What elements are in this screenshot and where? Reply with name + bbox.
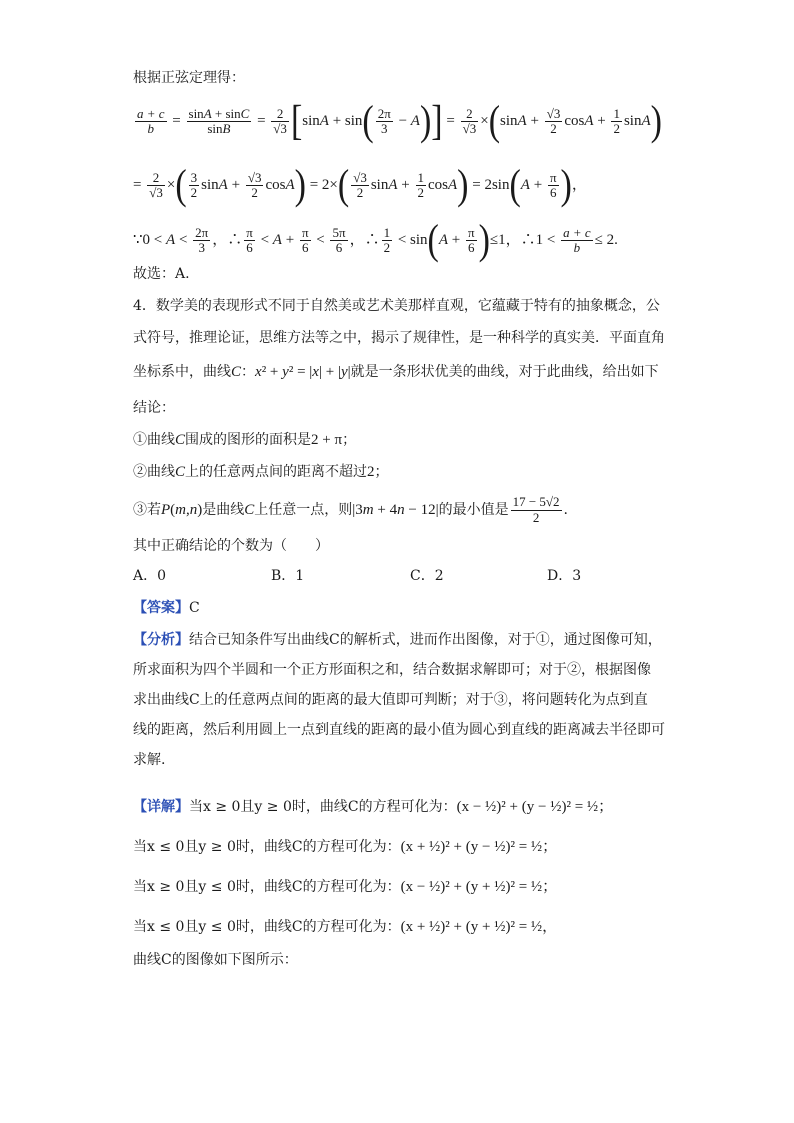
- conclusion-1: ①曲线C围成的图形的面积是2 + π；: [133, 432, 357, 448]
- detail-eq-2: (x + ½)² + (y − ½)² = ½；: [400, 839, 558, 855]
- choice-line: 故选：A.: [133, 266, 190, 282]
- problem-line-1: 4．数学美的表现形式不同于自然美或艺术美那样直观，它蕴藏于特有的抽象概念，公: [133, 298, 660, 314]
- answer-value: C: [189, 600, 200, 616]
- problem-line-3-b: 就是一条形状优美的曲线，对于此曲线，给出如下: [350, 364, 659, 380]
- conclusion-3-d: 的最小值是: [438, 502, 509, 518]
- analysis-line-4: 线的距离，然后利用圆上一点到直线的距离的最小值为圆心到直线的距离减去半径即可: [133, 722, 665, 738]
- detail-case-2-text: 当x ≤ 0且y ≥ 0时，曲线C的方程可化为：: [133, 839, 401, 855]
- detail-case-1-text: 当x ≥ 0且y ≥ 0时，曲线C的方程可化为：: [189, 799, 457, 815]
- conclusion-1-value: 2 + π: [311, 432, 343, 448]
- detail-eq-3: (x − ½)² + (y + ½)² = ½；: [400, 879, 558, 895]
- analysis-line-3: 求出曲线C上的任意两点间的距离的最大值即可判断；对于③，将问题转化为点到直: [133, 692, 648, 708]
- conclusion-2-a: ②曲线: [133, 464, 175, 480]
- equation-line-1: $\frac{a + c}{b}$ = $\frac{\sin A + \sin C}{\sin B}$ = $\frac{2}{√3}$ [sinA + sin( $\frac{2\pi}{3}$ − A)] = $\frac{2}{√3}$ ×(sinA + $\frac{√3}{2}$ cosA + $\frac{1}{2}$ sinA): [137, 97, 662, 145]
- problem-line-3-a: 坐标系中，曲线: [133, 364, 231, 380]
- equation-line-2: = $\frac{2}{√3}$ ×( $\frac{3}{2}$ sinA + $\frac{√3}{2}$ cosA) = 2×( $\frac{√3}{2}$ sinA + $\frac{1}{2}$ cosA) = 2sin(A + $\frac{\pi}{6}$ )，: [133, 161, 587, 209]
- conclusion-2-b: 上的任意两点间的距离不超过: [185, 464, 368, 480]
- question-ask: 其中正确结论的个数为（ ）: [133, 538, 329, 554]
- option-d: D．3: [547, 568, 582, 584]
- detail-case-4: [133, 910, 674, 944]
- problem-line-3: 坐标系中，曲线C：x² + y² = |x| + |y|就是一条形状优美的曲线，对于此曲线，给出如下: [133, 364, 659, 380]
- option-b: B．1: [271, 568, 305, 584]
- detail-case-4-text: 当x ≤ 0且y ≤ 0时，曲线C的方程可化为：: [133, 919, 401, 935]
- analysis-label: 【分析】: [133, 632, 189, 648]
- detail-eq-4: (x + ½)² + (y + ½)² = ½，: [400, 919, 558, 935]
- analysis-text-1: 结合已知条件写出曲线C的解析式，进而作出图像，对于①，通过图像可知，: [189, 632, 662, 648]
- conclusion-3-a: ③若: [133, 502, 161, 518]
- conclusion-1-a: ①曲线: [133, 432, 175, 448]
- conclusion-3-c: 上任意一点，则: [254, 502, 353, 518]
- analysis-line-2: 所求面积为四个半圆和一个正方形面积之和，结合数据求解即可；对于②，根据图像: [133, 662, 651, 678]
- equation-final: ≤ 2: [594, 232, 615, 248]
- conclusion-2-d: ；: [374, 464, 389, 480]
- detail-case-2: [133, 830, 674, 864]
- conclusion-1-d: ；: [342, 432, 357, 448]
- conclusion-1-b: 围成的图形的面积是: [185, 432, 312, 448]
- answer-label: 【答案】: [133, 600, 189, 616]
- detail-case-3-text: 当x ≥ 0且y ≤ 0时，曲线C的方程可化为：: [133, 879, 401, 895]
- conclusion-2: ②曲线C上的任意两点间的距离不超过2；: [133, 464, 389, 480]
- detail-eq-1: (x − ½)² + (y − ½)² = ½；: [456, 799, 614, 815]
- conclusion-3-b: 是曲线: [202, 502, 245, 518]
- answer-line: [133, 598, 674, 618]
- equation-line-3: ∵0 < A < $\frac{2\pi}{3}$ ，∴ $\frac{\pi}{6}$ < A + $\frac{\pi}{6}$ < $\frac{5\pi}{6}$ ，∴ $\frac{1}{2}$ < sin(A + $\frac{\pi}{6}$ )≤1，∴1 < $\frac{a + c}{b}$ ≤ 2.: [133, 216, 618, 264]
- detail-case-3: [133, 870, 674, 904]
- figure-caption: 曲线C的图像如下图所示：: [133, 952, 298, 968]
- option-a: A．0: [133, 568, 167, 584]
- problem-line-4: 结论：: [133, 400, 175, 416]
- option-c: C．2: [410, 568, 444, 584]
- intro-text: 根据正弦定理得：: [133, 70, 245, 86]
- detail-label: 【详解】: [133, 799, 189, 815]
- conclusion-3: ③若P(m,n)是曲线C上任意一点，则|3m + 4n − 12|的最小值是 $\frac{17 - 5√2}{2}$ .: [133, 494, 568, 525]
- analysis-line-1: [133, 630, 674, 650]
- conclusion-2-value: 2: [367, 464, 375, 480]
- analysis-line-5: 求解.: [133, 752, 166, 768]
- problem-line-2: 式符号，推理论证，思维方法等之中，揭示了规律性，是一种科学的真实美．平面直角: [133, 330, 665, 346]
- detail-case-1: [133, 790, 674, 824]
